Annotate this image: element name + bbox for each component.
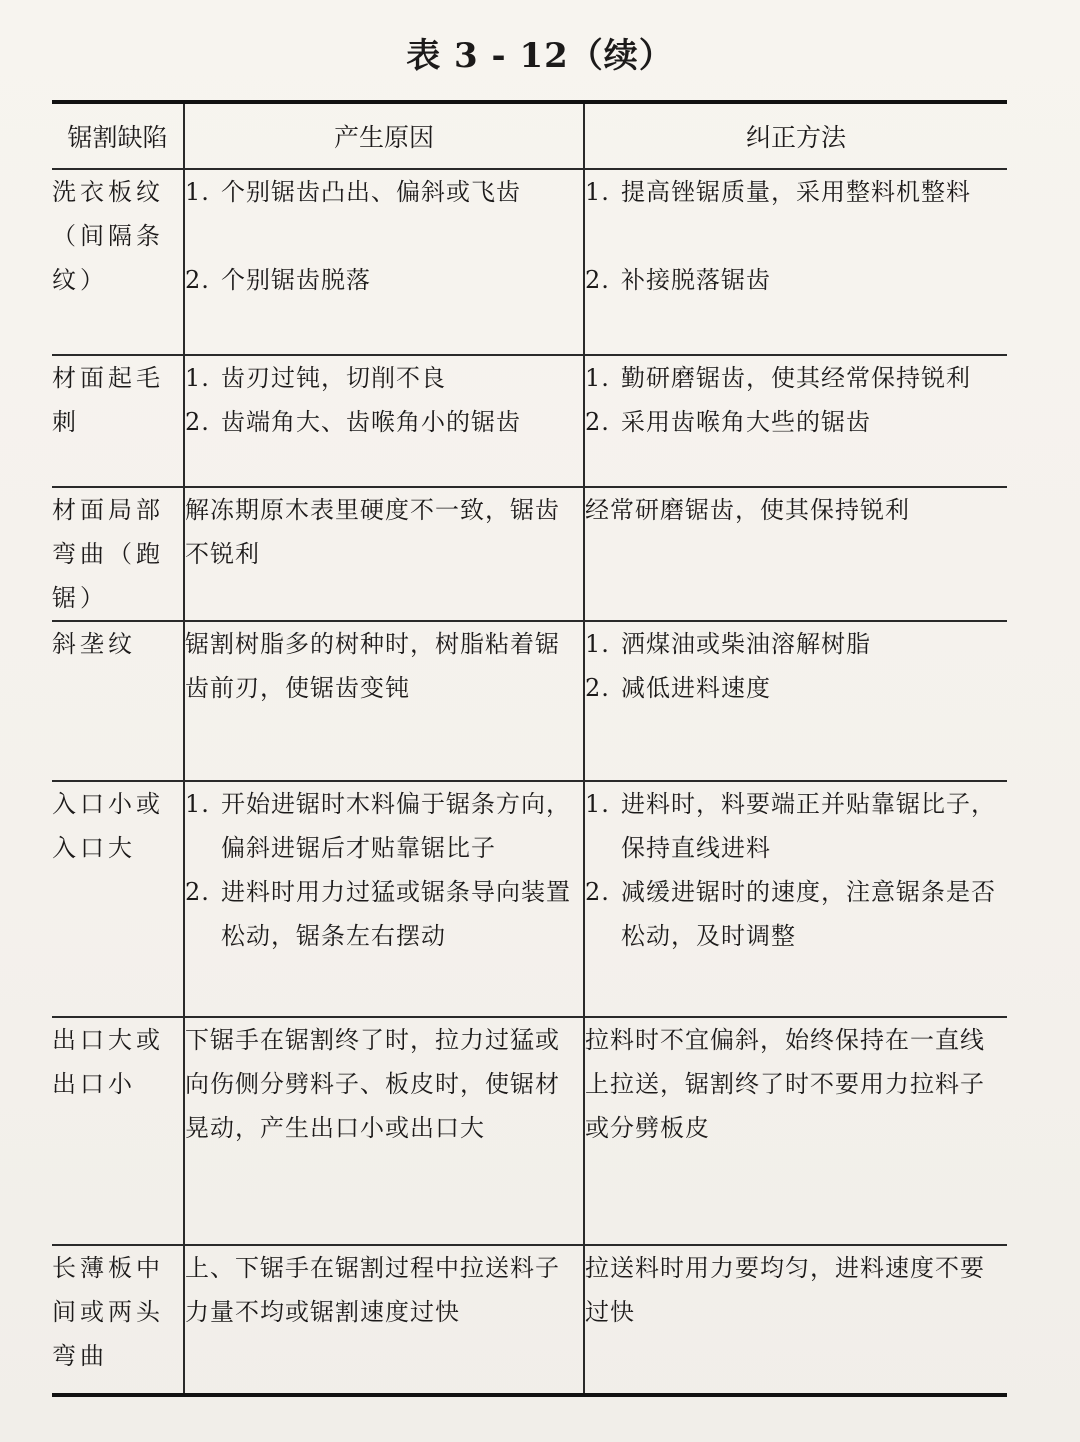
- cause-cell: 下锯手在锯割终了时，拉力过猛或向伤侧分劈料子、板皮时，使锯材晃动，产生出口小或出口大: [184, 1017, 584, 1245]
- cause-cell: [184, 355, 584, 487]
- cause-item: [185, 170, 583, 214]
- fix-item: [585, 400, 1007, 444]
- defect-name: 入口小或入口大: [52, 781, 184, 1017]
- fix-cell: [584, 355, 1007, 487]
- defect-name: 材面起毛刺: [52, 355, 184, 487]
- header-defect: 锯割缺陷: [52, 102, 184, 169]
- table-title: 表 3 - 12（续）: [406, 36, 674, 76]
- item-number: 2.: [185, 878, 210, 906]
- item-number: 1.: [185, 790, 210, 818]
- fix-cell: 经常研磨锯齿，使其保持锐利: [584, 487, 1007, 621]
- cause-item: [185, 870, 583, 958]
- item-text: 个别锯齿凸出、偏斜或飞齿: [221, 178, 521, 206]
- table-row: [52, 1017, 1007, 1245]
- fix-cell: 拉送料时用力要均匀，进料速度不要过快: [584, 1245, 1007, 1395]
- item-number: 2.: [585, 266, 610, 294]
- item-number: 2.: [585, 674, 610, 702]
- item-number: 2.: [585, 408, 610, 436]
- item-number: 1.: [585, 364, 610, 392]
- defect-name: 长薄板中间或两头弯曲: [52, 1245, 184, 1395]
- cause-cell: 上、下锯手在锯割过程中拉送料子力量不均或锯割速度过快: [184, 1245, 584, 1395]
- fix-item: [585, 258, 1007, 302]
- fix-item: [585, 782, 1007, 870]
- table-row: [52, 621, 1007, 781]
- cause-cell: [184, 169, 584, 355]
- table-row: [52, 169, 1007, 355]
- item-text: 个别锯齿脱落: [221, 266, 371, 294]
- item-number: 1.: [585, 630, 610, 658]
- fix-cell: [584, 621, 1007, 781]
- item-text: 齿端角大、齿喉角小的锯齿: [221, 408, 521, 436]
- fix-item: [585, 170, 1007, 214]
- cause-cell: 锯割树脂多的树种时，树脂粘着锯齿前刃，使锯齿变钝: [184, 621, 584, 781]
- defect-name: 斜垄纹: [52, 621, 184, 781]
- fix-item: [585, 356, 1007, 400]
- table-row: [52, 355, 1007, 487]
- item-text: 洒煤油或柴油溶解树脂: [621, 630, 871, 658]
- item-text: 齿刃过钝，切削不良: [221, 364, 446, 392]
- item-number: 2.: [585, 878, 610, 906]
- defect-table: [52, 100, 1007, 1397]
- fix-cell: [584, 781, 1007, 1017]
- fix-cell: [584, 169, 1007, 355]
- table-row: [52, 781, 1007, 1017]
- defect-name: 材面局部弯曲（跑锯）: [52, 487, 184, 621]
- cause-item: [185, 782, 583, 870]
- header-cause: 产生原因: [184, 102, 584, 169]
- fix-item: [585, 870, 1007, 958]
- item-number: 1.: [585, 178, 610, 206]
- item-text: 进料时，料要端正并贴靠锯比子，保持直线进料: [621, 790, 996, 862]
- cause-item: [185, 258, 583, 302]
- fix-item: [585, 666, 1007, 710]
- item-text: 采用齿喉角大些的锯齿: [621, 408, 871, 436]
- cause-cell: 解冻期原木表里硬度不一致，锯齿不锐利: [184, 487, 584, 621]
- item-text: 补接脱落锯齿: [621, 266, 771, 294]
- item-text: 进料时用力过猛或锯条导向装置松动，锯条左右摆动: [221, 878, 571, 950]
- item-number: 1.: [185, 364, 210, 392]
- cause-item: [185, 400, 583, 444]
- item-text: 减低进料速度: [621, 674, 771, 702]
- fix-item: [585, 622, 1007, 666]
- item-text: 提高锉锯质量，采用整料机整料: [621, 178, 971, 206]
- fix-cell: 拉料时不宜偏斜，始终保持在一直线上拉送，锯割终了时不要用力拉料子或分劈板皮: [584, 1017, 1007, 1245]
- header-fix: 纠正方法: [584, 102, 1007, 169]
- defect-name: 出口大或出口小: [52, 1017, 184, 1245]
- item-text: 减缓进锯时的速度，注意锯条是否松动，及时调整: [621, 878, 996, 950]
- item-number: 2.: [185, 266, 210, 294]
- item-number: 1.: [585, 790, 610, 818]
- defect-name: 洗衣板纹（间隔条纹）: [52, 169, 184, 355]
- item-text: 勤研磨锯齿，使其经常保持锐利: [621, 364, 971, 392]
- table-row: [52, 1245, 1007, 1395]
- table-row: [52, 487, 1007, 621]
- cause-item: [185, 356, 583, 400]
- item-text: 开始进锯时木料偏于锯条方向，偏斜进锯后才贴靠锯比子: [221, 790, 571, 862]
- item-number: 2.: [185, 408, 210, 436]
- item-number: 1.: [185, 178, 210, 206]
- header-row: [52, 102, 1007, 169]
- cause-cell: [184, 781, 584, 1017]
